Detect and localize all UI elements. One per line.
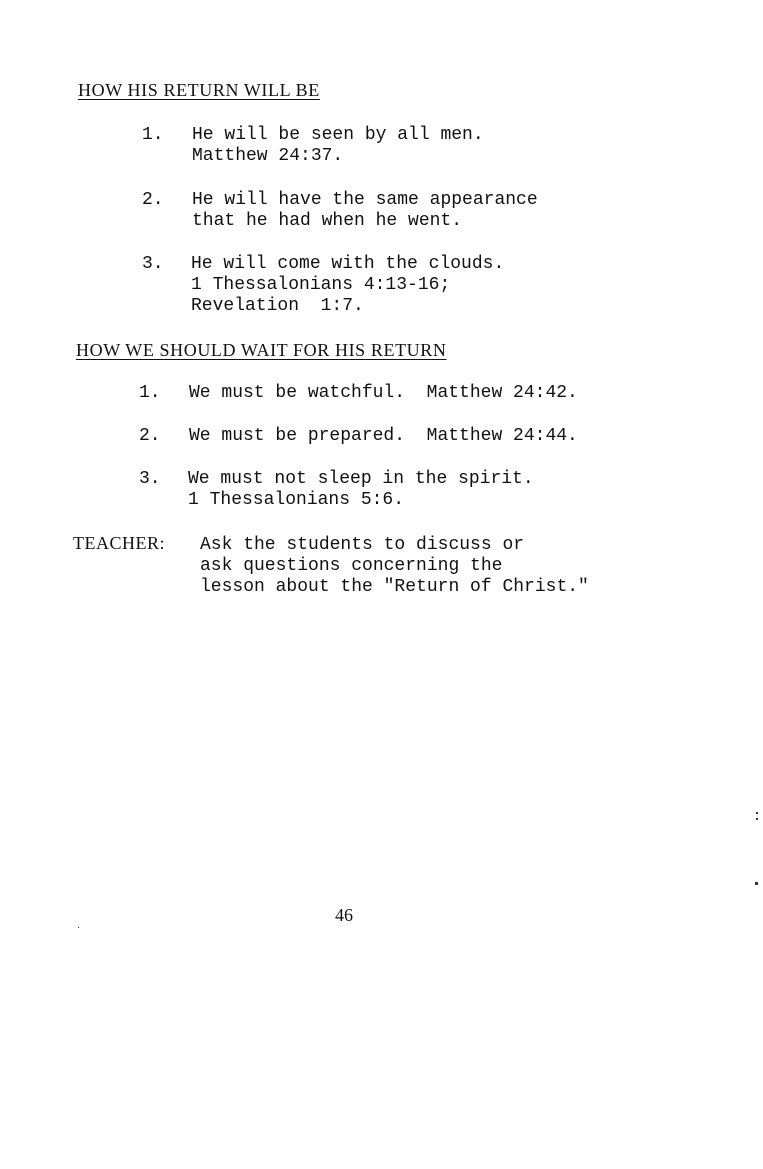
item-reference: 1 Thessalonians 4:13-16; [191, 275, 451, 295]
item-text: We must be prepared. Matthew 24:44. [189, 426, 578, 446]
teacher-line: ask questions concerning the [200, 556, 503, 576]
item-text: We must not sleep in the spirit. [188, 469, 534, 489]
item-number: 1. [139, 383, 161, 403]
scan-speck [755, 882, 758, 885]
item-reference: Revelation 1:7. [191, 296, 364, 316]
teacher-label: TEACHER: [73, 533, 165, 553]
item-number: 2. [142, 190, 164, 210]
teacher-instructions [200, 535, 589, 598]
page-number: 46 [335, 905, 353, 925]
section-heading-how-we-should-wait: HOW WE SHOULD WAIT FOR HIS RETURN [76, 340, 447, 360]
teacher-line: Ask the students to discuss or [200, 535, 525, 555]
teacher-line: lesson about the "Return of Christ." [200, 577, 589, 597]
item-number: 2. [139, 426, 161, 446]
scan-speck [756, 812, 758, 814]
item-reference: Matthew 24:37. [192, 146, 344, 166]
item-text: He will be seen by all men. [192, 125, 484, 145]
item-text: that he had when he went. [192, 211, 463, 231]
item-text: He will come with the clouds. [191, 254, 505, 274]
item-number: 3. [142, 254, 164, 274]
item-number: 3. [139, 469, 161, 489]
item-text: We must be watchful. Matthew 24:42. [189, 383, 578, 403]
scan-speck [756, 818, 758, 820]
item-reference: 1 Thessalonians 5:6. [188, 490, 405, 510]
item-text: He will have the same appearance [192, 190, 538, 210]
section-heading-how-his-return: HOW HIS RETURN WILL BE [78, 80, 320, 100]
item-number: 1. [142, 125, 164, 145]
scan-speck [78, 927, 79, 928]
